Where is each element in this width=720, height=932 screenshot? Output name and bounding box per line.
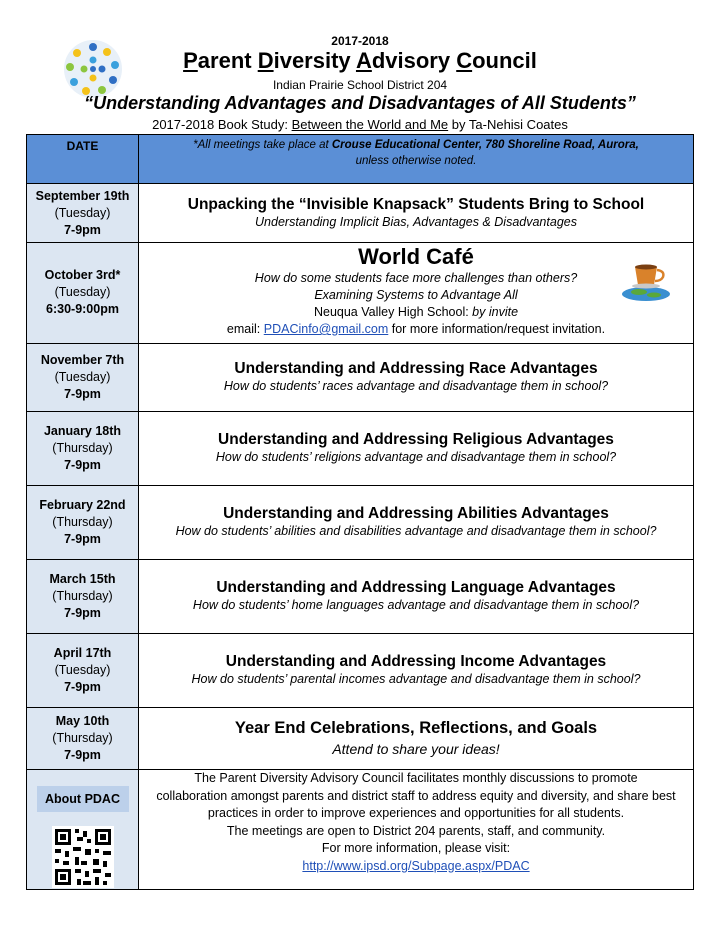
date-cell bbox=[27, 412, 139, 486]
date-cell bbox=[27, 560, 139, 634]
meeting-day: (Tuesday) bbox=[54, 663, 111, 677]
book-prefix: 2017-2018 Book Study: bbox=[152, 117, 292, 132]
event-title: Understanding and Addressing Abilities Advantages bbox=[223, 505, 609, 522]
meeting-day: (Tuesday) bbox=[54, 206, 111, 220]
date-cell bbox=[27, 634, 139, 708]
location-note-prefix: *All meetings take place at bbox=[193, 139, 332, 151]
about-pdac-label: About PDAC bbox=[37, 786, 129, 812]
meeting-time: 7-9pm bbox=[64, 458, 101, 472]
date-cell bbox=[27, 486, 139, 560]
meeting-schedule-table bbox=[26, 134, 694, 890]
about-line: collaboration amongst parents and district staff to address equity and diversity, and share best bbox=[156, 788, 676, 803]
event-subtitle: How do students’ abilities and disabilities advantage and disadvantage them in school? bbox=[175, 524, 657, 538]
event-title: Understanding and Addressing Income Advantages bbox=[225, 653, 607, 670]
event-subtitle: How do students’ parental incomes advantage and disadvantage them in school? bbox=[191, 672, 641, 686]
table-row bbox=[27, 560, 694, 634]
title-word: ouncil bbox=[472, 48, 537, 73]
qr-code-icon[interactable] bbox=[52, 826, 114, 888]
meeting-day: (Thursday) bbox=[52, 515, 113, 529]
pdac-website-link[interactable]: http://www.ipsd.org/Subpage.aspx/PDAC bbox=[302, 858, 530, 873]
table-row bbox=[27, 634, 694, 708]
meeting-day: (Thursday) bbox=[52, 731, 113, 745]
title-initial: A bbox=[355, 48, 372, 73]
event-location-note: by invite bbox=[472, 305, 519, 319]
event-subtitle: Attend to share your ideas! bbox=[332, 741, 500, 757]
meeting-date: February 22nd bbox=[39, 498, 126, 512]
flyer-header bbox=[0, 0, 720, 135]
date-cell bbox=[27, 708, 139, 770]
book-study bbox=[0, 117, 720, 132]
theme-title: “Understanding Advantages and Disadvantages of All Students” bbox=[84, 93, 636, 113]
about-line: The Parent Diversity Advisory Council facilitates monthly discussions to promote bbox=[194, 771, 638, 785]
event-cell bbox=[139, 634, 694, 708]
about-line: For more information, please visit: bbox=[321, 841, 511, 855]
email-link[interactable]: PDACinfo@gmail.com bbox=[263, 322, 389, 336]
table-row bbox=[27, 344, 694, 412]
table-row bbox=[27, 412, 694, 486]
meeting-time: 7-9pm bbox=[64, 532, 101, 546]
event-title: Year End Celebrations, Reflections, and Goals bbox=[234, 719, 598, 737]
meeting-day: (Tuesday) bbox=[54, 285, 111, 299]
meeting-time: 7-9pm bbox=[64, 223, 101, 237]
title-word: arent bbox=[197, 48, 258, 73]
event-subtitle: Examining Systems to Advantage All bbox=[314, 288, 518, 302]
location-note bbox=[139, 135, 694, 184]
event-question: How do some students face more challenges than others? bbox=[254, 271, 578, 285]
book-author: by Ta-Nehisi Coates bbox=[448, 117, 568, 132]
event-cell bbox=[139, 184, 694, 243]
date-column-header: DATE bbox=[27, 135, 139, 184]
meeting-time: 7-9pm bbox=[64, 680, 101, 694]
event-cell bbox=[139, 344, 694, 412]
world-cafe-icon bbox=[620, 261, 672, 301]
event-cell bbox=[139, 412, 694, 486]
date-cell bbox=[27, 184, 139, 243]
event-subtitle: How do students’ religions advantage and disadvantage them in school? bbox=[215, 450, 617, 464]
meeting-day: (Thursday) bbox=[52, 589, 113, 603]
meeting-date: October 3rd* bbox=[44, 268, 121, 282]
location-note-suffix: unless otherwise noted. bbox=[355, 155, 477, 167]
about-line: The meetings are open to District 204 parents, staff, and community. bbox=[226, 823, 606, 838]
title-word: dvisory bbox=[371, 48, 457, 73]
event-cell bbox=[139, 486, 694, 560]
about-row bbox=[27, 770, 694, 890]
title-initial: P bbox=[183, 48, 198, 73]
meeting-date: March 15th bbox=[49, 572, 116, 586]
meeting-date: January 18th bbox=[43, 424, 122, 438]
title-initial: C bbox=[456, 48, 473, 73]
event-cell bbox=[139, 560, 694, 634]
event-contact bbox=[139, 321, 693, 338]
meeting-day: (Tuesday) bbox=[54, 370, 111, 384]
event-title: Understanding and Addressing Race Advantages bbox=[234, 360, 598, 377]
date-cell bbox=[27, 344, 139, 412]
book-title: Between the World and Me bbox=[291, 117, 449, 132]
meeting-time: 7-9pm bbox=[64, 387, 101, 401]
email-suffix: for more information/request invitation. bbox=[388, 322, 606, 336]
meeting-day: (Thursday) bbox=[52, 441, 113, 455]
council-title bbox=[0, 48, 720, 74]
date-cell bbox=[27, 243, 139, 344]
meeting-date: May 10th bbox=[55, 714, 110, 728]
event-title: Understanding and Addressing Language Advantages bbox=[216, 579, 616, 596]
school-year: 2017-2018 bbox=[331, 34, 389, 48]
event-subtitle: Understanding Implicit Bias, Advantages & Disadvantages bbox=[255, 215, 577, 229]
about-description bbox=[139, 770, 694, 890]
table-row bbox=[27, 708, 694, 770]
table-row bbox=[27, 243, 694, 344]
event-location-name: Neuqua Valley High School: bbox=[313, 305, 473, 319]
title-initial: D bbox=[257, 48, 274, 73]
meeting-date: September 19th bbox=[35, 189, 130, 203]
about-cell bbox=[27, 770, 139, 890]
meeting-time: 6:30-9:00pm bbox=[46, 302, 119, 316]
event-subtitle: How do students’ home languages advantage and disadvantage them in school? bbox=[192, 598, 640, 612]
meeting-date: April 17th bbox=[53, 646, 112, 660]
event-location bbox=[139, 304, 693, 321]
email-label: email: bbox=[226, 322, 264, 336]
meeting-time: 7-9pm bbox=[64, 606, 101, 620]
event-cell bbox=[139, 243, 694, 344]
district-name: Indian Prairie School District 204 bbox=[272, 78, 448, 92]
about-line: practices in order to improve experiences and opportunities for all students. bbox=[207, 806, 625, 820]
meeting-date: November 7th bbox=[40, 353, 125, 367]
title-word: iversity bbox=[273, 48, 356, 73]
event-title: Understanding and Addressing Religious Advantages bbox=[218, 431, 614, 448]
event-title: World Café bbox=[358, 244, 474, 269]
table-row bbox=[27, 486, 694, 560]
table-row bbox=[27, 184, 694, 243]
event-cell bbox=[139, 708, 694, 770]
table-header-row bbox=[27, 135, 694, 184]
event-title: Unpacking the “Invisible Knapsack” Students Bring to School bbox=[187, 196, 645, 213]
meeting-time: 7-9pm bbox=[64, 748, 101, 762]
event-subtitle: How do students’ races advantage and disadvantage them in school? bbox=[223, 379, 609, 393]
location-note-address: Crouse Educational Center, 780 Shoreline Road, Aurora, bbox=[331, 139, 639, 151]
